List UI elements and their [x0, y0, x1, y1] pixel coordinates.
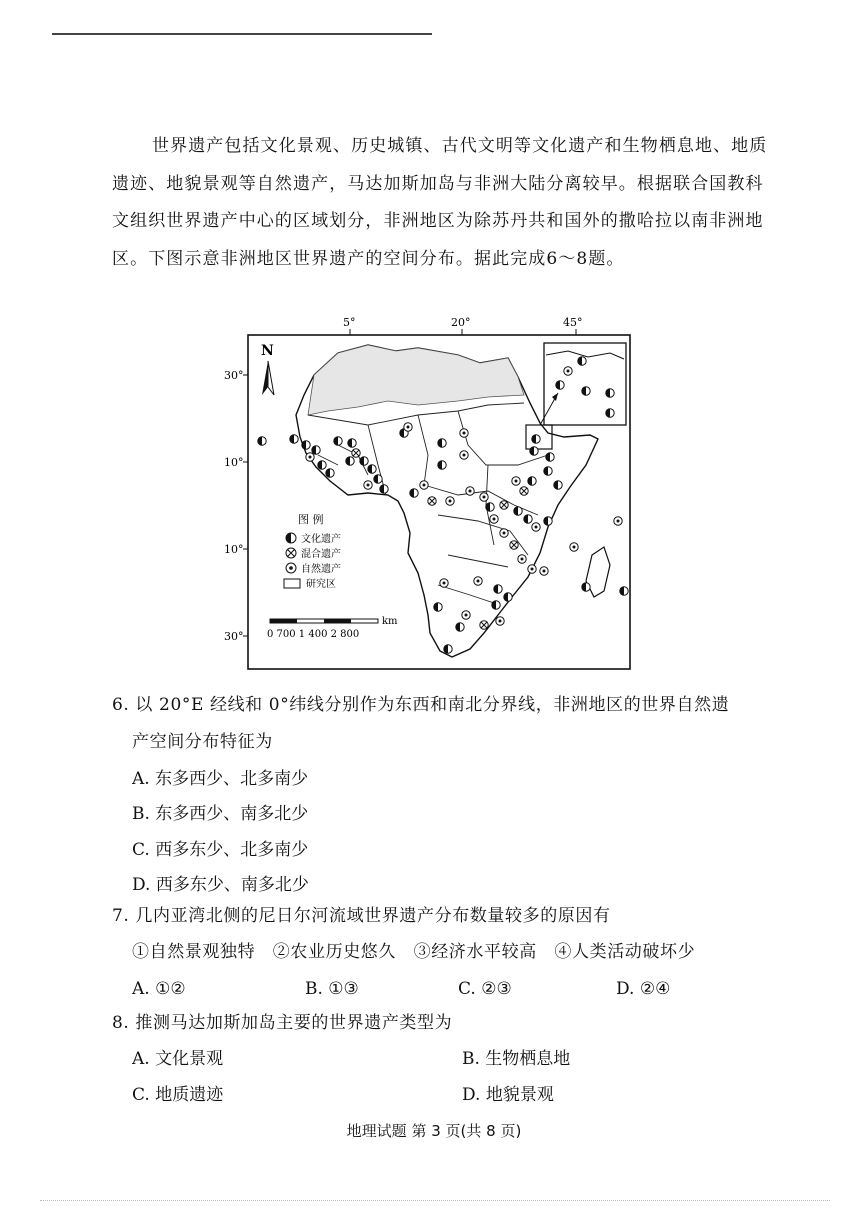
- cultural-heritage-marker: [544, 517, 552, 525]
- lon-label: 5°: [343, 316, 356, 329]
- question-8-stem: 8. 推测马达加斯加岛主要的世界遗产类型为: [112, 1013, 453, 1033]
- mixed-heritage-marker: [480, 621, 488, 629]
- cultural-heritage-marker: [554, 481, 562, 489]
- cultural-heritage-marker: [438, 439, 446, 447]
- research-area-icon: [284, 579, 300, 588]
- cultural-heritage-marker: [582, 583, 590, 591]
- cultural-heritage-marker: [546, 453, 554, 461]
- q8-option-c[interactable]: C. 地质遗迹: [132, 1085, 224, 1105]
- cultural-heritage-marker: [346, 457, 354, 465]
- question-7-stem: 7. 几内亚湾北侧的尼日尔河流域世界遗产分布数量较多的原因有: [112, 906, 611, 926]
- q6-option-b[interactable]: B. 东多西少、南多北少: [132, 804, 309, 824]
- natural-heritage-marker: [420, 481, 428, 489]
- q8-option-b[interactable]: B. 生物栖息地: [462, 1049, 571, 1069]
- natural-heritage-marker: [532, 523, 540, 531]
- natural-heritage-marker: [460, 429, 468, 437]
- natural-heritage-marker: [480, 493, 488, 501]
- natural-heritage-marker: [364, 481, 372, 489]
- cultural-heritage-marker: [582, 387, 590, 395]
- north-label: N: [261, 343, 274, 359]
- mixed-heritage-icon: [286, 548, 296, 558]
- question-6-stem: 6. 以 20°E 经线和 0°纬线分别作为东西和南北分界线，非洲地区的世界自然遗: [112, 695, 730, 715]
- mixed-heritage-marker: [500, 501, 508, 509]
- cultural-heritage-marker: [326, 469, 334, 477]
- cultural-heritage-marker: [302, 441, 310, 449]
- legend-item: 研究区: [306, 579, 336, 590]
- natural-heritage-marker: [440, 579, 448, 587]
- cultural-heritage-marker: [532, 435, 540, 443]
- cultural-heritage-marker: [486, 503, 494, 511]
- cultural-heritage-marker: [374, 475, 382, 483]
- cultural-heritage-marker: [530, 447, 538, 455]
- natural-heritage-marker: [474, 577, 482, 585]
- mixed-heritage-marker: [510, 541, 518, 549]
- q6-option-c[interactable]: C. 西多东少、北多南少: [132, 840, 309, 860]
- legend-item: 自然遗产: [301, 564, 341, 575]
- cultural-heritage-marker: [492, 601, 500, 609]
- cultural-heritage-marker: [514, 507, 522, 515]
- cultural-heritage-marker: [504, 593, 512, 601]
- intro-text: 世界遗产包括文化景观、历史城镇、古代文明等文化遗产和生物栖息地、地质遗迹、地貌景观等自然遗产，马达加斯加岛与非洲大陆分离较早。根据联合国教科文组织世界遗产中心的区域划分，非洲地区为除苏丹共和国外的撒哈拉以南非洲地区。下图示意非洲地区世界遗产的空间分布。据此完成6～8题。: [112, 136, 768, 269]
- q7-option-b[interactable]: B. ①③: [305, 979, 359, 999]
- cultural-heritage-marker: [606, 409, 614, 417]
- question-7-items: ①自然景观独特 ②农业历史悠久 ③经济水平较高 ④人类活动破坏少: [132, 942, 696, 962]
- q7-option-a[interactable]: A. ①②: [132, 979, 186, 999]
- cultural-heritage-marker: [380, 485, 388, 493]
- bottom-rule: [40, 1200, 830, 1202]
- cultural-heritage-marker: [290, 435, 298, 443]
- natural-heritage-icon: [286, 563, 296, 573]
- natural-heritage-marker: [500, 529, 508, 537]
- lat-label: 30°: [224, 369, 244, 382]
- natural-heritage-marker: [528, 565, 536, 573]
- cultural-heritage-marker: [258, 437, 266, 445]
- natural-heritage-marker: [490, 515, 498, 523]
- cultural-heritage-marker: [318, 461, 326, 469]
- natural-heritage-marker: [466, 487, 474, 495]
- natural-heritage-marker: [462, 611, 470, 619]
- natural-heritage-marker: [306, 453, 314, 461]
- lat-label: 30°: [224, 630, 244, 643]
- q7-option-c[interactable]: C. ②③: [458, 979, 512, 999]
- cultural-heritage-marker: [334, 437, 342, 445]
- legend-title: 图 例: [298, 513, 324, 526]
- q6-option-a[interactable]: A. 东多西少、北多南少: [132, 769, 309, 789]
- natural-heritage-marker: [446, 497, 454, 505]
- cultural-heritage-marker: [494, 585, 502, 593]
- cultural-heritage-marker: [606, 389, 614, 397]
- scale-ticks: 0 700 1 400 2 800: [267, 629, 360, 640]
- cultural-heritage-marker: [544, 467, 552, 475]
- cultural-heritage-marker: [578, 357, 586, 365]
- q8-option-d[interactable]: D. 地貌景观: [462, 1085, 554, 1105]
- lon-label: 20°: [451, 316, 471, 329]
- cultural-heritage-marker: [360, 457, 368, 465]
- lat-label: 10°: [224, 543, 244, 556]
- cultural-heritage-marker: [438, 461, 446, 469]
- mixed-heritage-marker: [520, 487, 528, 495]
- cultural-heritage-marker: [444, 645, 452, 653]
- q6-option-d[interactable]: D. 西多东少、南多北少: [132, 875, 309, 895]
- mixed-heritage-marker: [352, 449, 360, 457]
- natural-heritage-marker: [460, 451, 468, 459]
- cultural-heritage-marker: [456, 623, 464, 631]
- cultural-heritage-marker: [620, 587, 628, 595]
- legend-item: 文化遗产: [301, 534, 341, 545]
- legend-item: 混合遗产: [301, 549, 341, 560]
- cultural-heritage-marker: [348, 439, 356, 447]
- cultural-heritage-marker: [556, 381, 564, 389]
- cultural-heritage-marker: [368, 465, 376, 473]
- cultural-heritage-marker: [312, 446, 320, 454]
- cultural-heritage-marker: [410, 489, 418, 497]
- scale-unit: km: [382, 616, 398, 627]
- lat-label: 10°: [224, 456, 244, 469]
- header-rule: [52, 33, 432, 35]
- cultural-heritage-marker: [434, 603, 442, 611]
- page-footer: 地理试题 第 3 页(共 8 页): [346, 1122, 522, 1140]
- africa-heritage-map: [218, 315, 648, 677]
- mixed-heritage-marker: [428, 497, 436, 505]
- q8-option-a[interactable]: A. 文化景观: [132, 1049, 224, 1069]
- intro-paragraph: [112, 128, 772, 278]
- cultural-heritage-marker: [528, 477, 536, 485]
- lon-label: 45°: [563, 316, 583, 329]
- natural-heritage-marker: [564, 367, 572, 375]
- natural-heritage-marker: [518, 555, 526, 563]
- natural-heritage-marker: [570, 543, 578, 551]
- natural-heritage-marker: [512, 477, 520, 485]
- natural-heritage-marker: [540, 567, 548, 575]
- natural-heritage-marker: [404, 423, 412, 431]
- q7-option-d[interactable]: D. ②④: [616, 979, 671, 999]
- question-6-stem-cont: 产空间分布特征为: [132, 732, 273, 752]
- natural-heritage-marker: [614, 517, 622, 525]
- cultural-heritage-icon: [286, 533, 296, 543]
- cultural-heritage-marker: [524, 515, 532, 523]
- natural-heritage-marker: [496, 617, 504, 625]
